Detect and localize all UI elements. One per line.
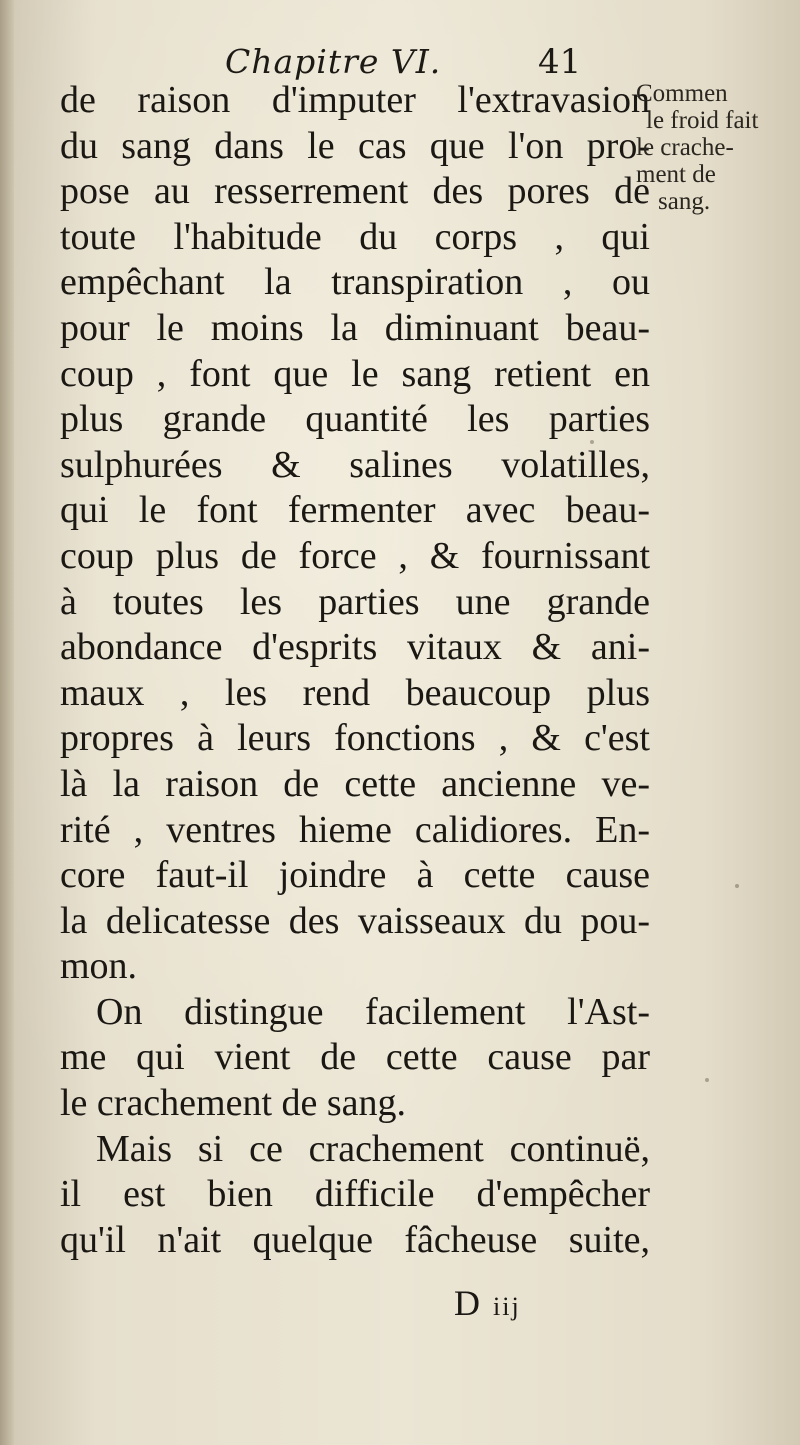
main-text-block	[60, 78, 650, 1263]
marginal-note-line: le crache-	[636, 134, 734, 161]
text-line: core faut-il joindre à cette cause	[60, 854, 650, 897]
page-gutter-edge	[0, 0, 14, 1445]
marginal-note	[636, 80, 800, 215]
text-line: maux , les rend beaucoup plus	[60, 671, 650, 714]
text-line: On distingue facilement l'Ast-	[96, 990, 650, 1033]
text-line: toute l'habitude du corps , qui	[60, 215, 650, 258]
paper-speck	[705, 1078, 709, 1082]
signature-numeral: iij	[493, 1292, 521, 1321]
text-line: de raison d'imputer l'extravasion	[60, 79, 650, 121]
text-line: pour le moins la diminuant beau-	[60, 306, 650, 349]
text-line: il est bien difficile d'empêcher	[60, 1173, 650, 1216]
text-line: empêchant la transpiration , ou	[60, 261, 650, 304]
text-line: sulphurées & salines volatilles,	[60, 443, 650, 486]
text-line: Mais si ce crachement continuë,	[96, 1127, 650, 1170]
text-line: coup plus de force , & fournissant	[60, 534, 650, 577]
text-line: qui le font fermenter avec beau-	[60, 489, 650, 532]
text-line: là la raison de cette ancienne ve-	[60, 762, 650, 805]
text-line: abondance d'esprits vitaux & ani-	[60, 626, 650, 669]
text-line: coup , font que le sang retient en	[60, 352, 650, 395]
marginal-note-line: ment de	[636, 161, 716, 188]
text-line: pose au resserrement des pores de	[60, 170, 650, 213]
text-line: qu'il n'ait quelque fâcheuse suite,	[60, 1218, 650, 1261]
text-line: mon.	[60, 945, 138, 988]
text-line: le crachement de sang.	[60, 1082, 407, 1125]
page-number: 41	[538, 42, 582, 82]
signature-letter: D	[454, 1283, 482, 1323]
text-line: plus grande quantité les parties	[60, 398, 650, 441]
text-line: la delicatesse des vaisseaux du pou-	[60, 899, 650, 942]
marginal-note-line: sang.	[658, 188, 711, 215]
text-line: propres à leurs fonctions , & c'est	[60, 717, 650, 760]
text-line: à toutes les parties une grande	[60, 580, 650, 623]
paper-speck	[590, 440, 594, 444]
signature-mark	[454, 1282, 521, 1324]
paper-speck	[735, 884, 739, 888]
marginal-note-line: Commen	[636, 80, 728, 107]
text-line: me qui vient de cette cause par	[60, 1036, 650, 1079]
text-line: du sang dans le cas que l'on pro-	[60, 124, 650, 167]
text-line: rité , ventres hieme calidiores. En-	[60, 808, 650, 851]
marginal-note-line: le froid fait	[646, 107, 759, 134]
chapter-heading: Chapitre VI.	[225, 42, 442, 81]
